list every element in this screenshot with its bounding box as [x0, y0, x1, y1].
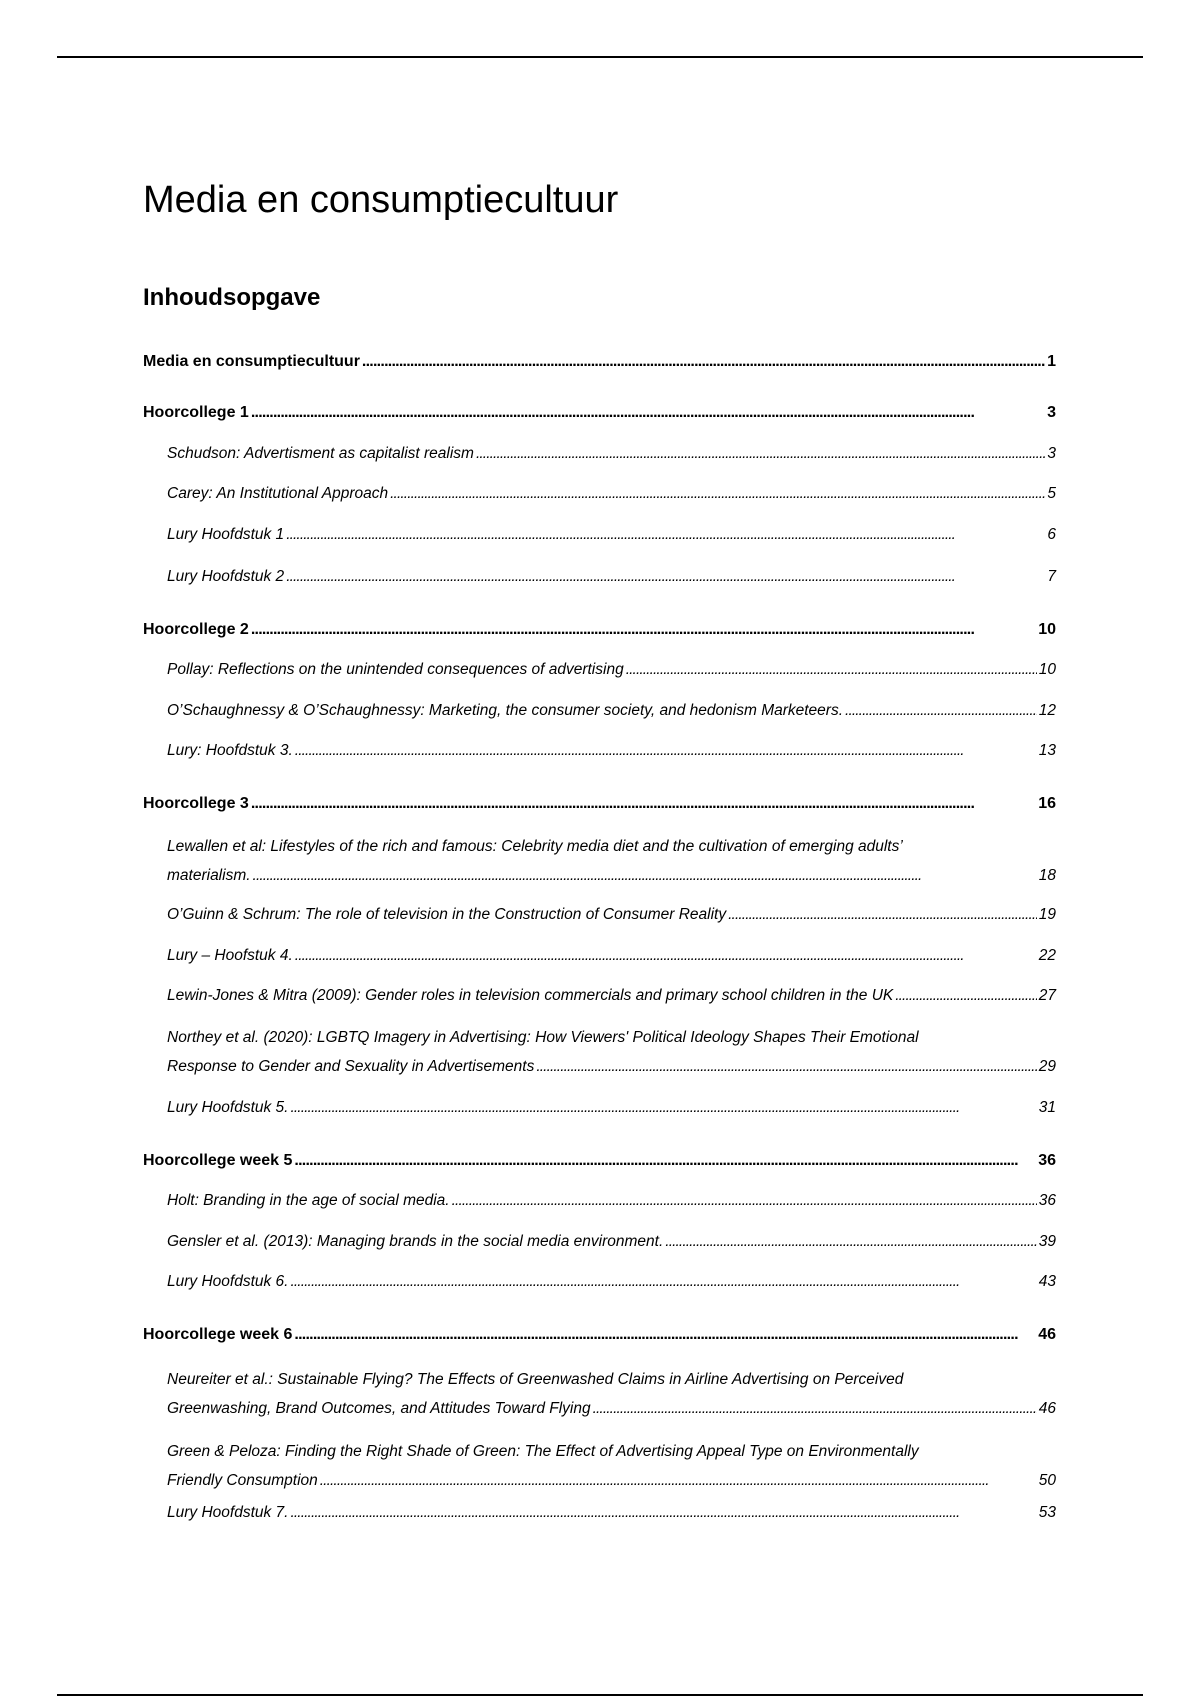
toc-entry-title: Lury Hoofdstuk 7.	[167, 1504, 289, 1521]
toc-entry-page-number: 3	[1047, 404, 1056, 421]
toc-subsection-entry[interactable]	[167, 1365, 1056, 1423]
toc-entry-title: Greenwashing, Brand Outcomes, and Attitudes Toward Flying	[167, 1400, 591, 1417]
toc-entry-title: Hoorcollege 3	[143, 795, 249, 812]
toc-entry-title: Lury Hoofdstuk 6.	[167, 1273, 289, 1290]
toc-entry-title: O’Schaughnessy & O’Schaughnessy: Marketing, the consumer society, and hedonism Marketeers.	[167, 702, 844, 719]
dot-leader	[251, 615, 1036, 644]
toc-entry-page-number: 16	[1038, 795, 1056, 812]
toc-entry-page-number: 10	[1038, 661, 1056, 678]
dot-leader	[728, 900, 1037, 929]
toc-entry-page-number: 46	[1038, 1326, 1056, 1343]
toc-subsection-entry[interactable]	[167, 520, 1056, 549]
toc-section-entry[interactable]	[143, 398, 1056, 427]
toc-subsection-entry[interactable]	[167, 1498, 1056, 1527]
toc-subsection-entry[interactable]	[167, 1023, 1056, 1081]
toc-entry-title: Friendly Consumption	[167, 1472, 318, 1489]
dot-leader	[362, 347, 1045, 376]
toc-entry-page-number: 50	[1038, 1472, 1056, 1489]
toc-subsection-entry[interactable]	[167, 981, 1056, 1010]
dot-leader	[665, 1227, 1036, 1256]
toc-entry-page-number: 13	[1038, 742, 1056, 759]
toc-entry-title: Lury Hoofdstuk 2	[167, 568, 285, 585]
toc-entry-page-number: 43	[1038, 1273, 1056, 1290]
toc-entry-page-number: 12	[1038, 702, 1056, 719]
dot-leader	[452, 1186, 1037, 1215]
toc-subsection-entry[interactable]	[167, 439, 1056, 468]
dot-leader	[295, 941, 1037, 970]
toc-entry-title: Gensler et al. (2013): Managing brands in the social media environment.	[167, 1233, 664, 1250]
toc-entry-page-number: 10	[1038, 621, 1056, 638]
dot-leader	[593, 1394, 1037, 1423]
toc-entry-page-number: 5	[1047, 485, 1056, 502]
toc-entry-title: O’Guinn & Schrum: The role of television in the Construction of Consumer Reality	[167, 906, 727, 923]
toc-entry-page-number: 29	[1038, 1058, 1056, 1075]
toc-subsection-entry[interactable]	[167, 941, 1056, 970]
toc-subsection-entry[interactable]	[167, 696, 1056, 725]
toc-entry-page-number: 31	[1038, 1099, 1056, 1116]
toc-entry-page-number: 3	[1047, 445, 1056, 462]
toc-entry-title: Response to Gender and Sexuality in Advertisements	[167, 1058, 535, 1075]
toc-entry-page-number: 36	[1038, 1192, 1056, 1209]
dot-leader	[251, 789, 1036, 818]
toc-entry-page-number: 36	[1038, 1152, 1056, 1169]
toc-entry-page-number: 19	[1038, 906, 1056, 923]
toc-section-entry[interactable]	[143, 615, 1056, 644]
toc-section-entry[interactable]	[143, 789, 1056, 818]
toc-entry-page-number: 39	[1038, 1233, 1056, 1250]
dot-leader	[320, 1466, 1037, 1495]
toc-entry-title: Hoorcollege week 5	[143, 1152, 293, 1169]
toc-entry-page-number: 46	[1038, 1400, 1056, 1417]
toc-entry-title: Lewin-Jones & Mitra (2009): Gender roles in television commercials and primary school children in the UK	[167, 987, 894, 1004]
dot-leader	[295, 736, 1037, 765]
toc-subsection-entry[interactable]	[167, 1267, 1056, 1296]
toc-entry-title: Lury Hoofdstuk 5.	[167, 1099, 289, 1116]
toc-section-entry[interactable]	[143, 1320, 1056, 1349]
toc-subsection-entry[interactable]	[167, 479, 1056, 508]
toc-heading: Inhoudsopgave	[143, 284, 321, 311]
toc-entry-page-number: 7	[1047, 568, 1056, 585]
dot-leader	[536, 1052, 1036, 1081]
toc-entry-page-number: 53	[1038, 1504, 1056, 1521]
toc-entry-page-number: 6	[1047, 526, 1056, 543]
document-title: Media en consumptiecultuur	[143, 179, 619, 221]
toc-subsection-entry[interactable]	[167, 562, 1056, 591]
toc-entry-title: Schudson: Advertisment as capitalist realism	[167, 445, 474, 462]
toc-entry-title: materialism.	[167, 867, 251, 884]
dot-leader	[390, 479, 1045, 508]
toc-entry-title: Lury: Hoofdstuk 3.	[167, 742, 293, 759]
dot-leader	[294, 1146, 1036, 1175]
toc-entry-title-line: Northey et al. (2020): LGBTQ Imagery in Advertising: How Viewers' Political Ideology Shapes Their Emotional	[167, 1029, 919, 1046]
toc-subsection-entry[interactable]	[167, 1437, 1056, 1495]
toc-subsection-entry[interactable]	[167, 736, 1056, 765]
toc-entry-title: Pollay: Reflections on the unintended consequences of advertising	[167, 661, 624, 678]
toc-entry-page-number: 1	[1047, 353, 1056, 370]
dot-leader	[286, 520, 1045, 549]
toc-entry-title-line: Lewallen et al: Lifestyles of the rich and famous: Celebrity media diet and the cultivation of emerging adults’	[167, 838, 903, 855]
toc-section-entry[interactable]	[143, 1146, 1056, 1175]
toc-entry-title: Lury Hoofdstuk 1	[167, 526, 285, 543]
toc-subsection-entry[interactable]	[167, 1227, 1056, 1256]
dot-leader	[626, 655, 1037, 684]
dot-leader	[290, 1498, 1036, 1527]
toc-entry-title: Media en consumptiecultuur	[143, 353, 360, 370]
toc-entry-title: Lury – Hoofstuk 4.	[167, 947, 293, 964]
toc-subsection-entry[interactable]	[167, 1186, 1056, 1215]
toc-entry-title-line: Neureiter et al.: Sustainable Flying? The Effects of Greenwashed Claims in Airline Advertising on Perceived	[167, 1371, 904, 1388]
dot-leader	[253, 861, 1037, 890]
toc-entry-page-number: 27	[1038, 987, 1056, 1004]
dot-leader	[290, 1093, 1036, 1122]
dot-leader	[294, 1320, 1036, 1349]
toc-entry-title: Hoorcollege week 6	[143, 1326, 293, 1343]
dot-leader	[845, 696, 1037, 725]
toc-entry-title: Hoorcollege 1	[143, 404, 249, 421]
dot-leader	[251, 398, 1045, 427]
footer-rule	[57, 1694, 1143, 1696]
toc-subsection-entry[interactable]	[167, 1093, 1056, 1122]
toc-subsection-entry[interactable]	[167, 900, 1056, 929]
toc-entry-title: Hoorcollege 2	[143, 621, 249, 638]
toc-entry-title: Holt: Branding in the age of social media.	[167, 1192, 450, 1209]
toc-subsection-entry[interactable]	[167, 832, 1056, 890]
dot-leader	[286, 562, 1045, 591]
toc-subsection-entry[interactable]	[167, 655, 1056, 684]
toc-entry-page-number: 18	[1038, 867, 1056, 884]
dot-leader	[895, 981, 1037, 1010]
toc-entry-page-number: 22	[1038, 947, 1056, 964]
toc-entry-title-line: Green & Peloza: Finding the Right Shade of Green: The Effect of Advertising Appeal Type on Environmentally	[167, 1443, 919, 1460]
dot-leader	[290, 1267, 1036, 1296]
toc-section-entry[interactable]	[143, 347, 1056, 376]
dot-leader	[476, 439, 1045, 468]
toc-entry-title: Carey: An Institutional Approach	[167, 485, 389, 502]
